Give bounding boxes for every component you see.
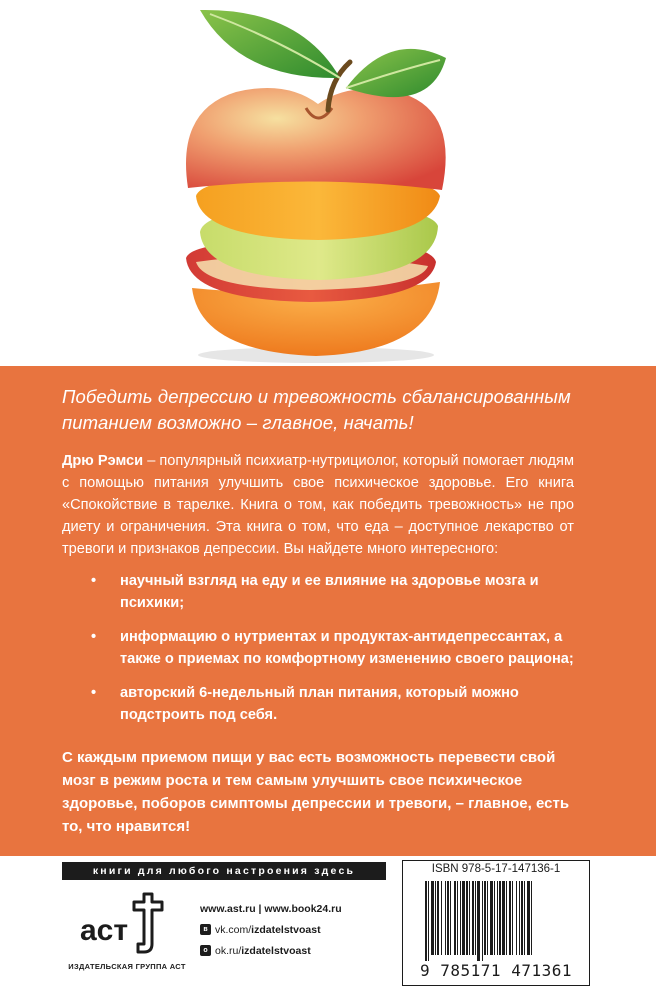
websites-row <box>200 898 342 919</box>
barcode-bar <box>509 881 511 955</box>
site-link-book24[interactable]: www.book24.ru <box>264 902 342 915</box>
barcode-bar <box>482 881 483 961</box>
links-separator: | <box>258 902 262 915</box>
barcode-bar <box>519 881 520 955</box>
barcode-bar <box>466 881 468 955</box>
barcode-bar <box>437 881 439 955</box>
barcode-bar <box>435 881 436 955</box>
list-item-text: информацию о нутриентах и продуктах-антидепрессантах, а также о приемах по комфортному изменению своего рациона; <box>120 629 574 667</box>
list-item-text: научный взгляд на еду и ее влияние на здоровье мозга и психики; <box>120 573 539 611</box>
site-link-ast[interactable]: www.ast.ru <box>200 902 256 915</box>
ast-logo <box>78 892 168 956</box>
publisher-name: ИЗДАТЕЛЬСКАЯ ГРУППА АСТ <box>68 962 186 971</box>
bullet-marker: • <box>91 629 97 645</box>
barcode-bar <box>447 881 449 955</box>
barcode-bar <box>450 881 451 955</box>
description-panel <box>0 366 656 856</box>
barcode-bar <box>527 881 530 955</box>
ok-icon: о <box>200 945 211 956</box>
bullet-marker: • <box>91 685 97 701</box>
isbn-barcode <box>402 860 590 986</box>
barcode-bar <box>460 881 461 955</box>
barcode-bar <box>475 881 476 955</box>
list-item <box>62 682 574 726</box>
tagline-line1: Победить депрессию и тревожность сбалансированным <box>62 386 571 407</box>
ok-prefix: ok.ru/ <box>215 944 242 957</box>
barcode-bar <box>524 881 525 955</box>
barcode-bar <box>457 881 458 955</box>
barcode-bar <box>494 881 495 955</box>
barcode-icon <box>425 881 569 961</box>
tagline-line2: питанием возможно – главное, начать! <box>62 412 414 433</box>
barcode-bar <box>512 881 513 955</box>
vk-prefix: vk.com/ <box>215 923 252 936</box>
vk-handle: izdatelstvoast <box>251 923 321 936</box>
ok-handle: izdatelstvoast <box>241 944 311 957</box>
barcode-bar <box>469 881 470 955</box>
closing-paragraph: С каждым приемом пищи у вас есть возможность перевести свой мозг в режим роста и тем самым улучшить свое психическое здоровье, поборов симптомы депрессии и тревоги, – главное, есть то, что нравится! <box>62 749 570 835</box>
barcode-bar <box>521 881 523 955</box>
barcode-bar <box>472 881 474 955</box>
barcode-bar <box>490 881 493 955</box>
isbn-text: ISBN 978-5-17-147136-1 <box>431 863 561 875</box>
sliced-apple-orange-illustration <box>0 0 656 366</box>
barcode-bar <box>531 881 532 955</box>
barcode-bar <box>454 881 456 955</box>
barcode-bar <box>431 881 434 955</box>
barcode-bar <box>428 881 429 961</box>
barcode-bar <box>484 881 486 955</box>
vk-row[interactable] <box>200 919 342 940</box>
list-item <box>62 626 574 670</box>
feature-list <box>62 570 574 726</box>
barcode-bar <box>502 881 505 955</box>
bullet-marker: • <box>91 573 97 589</box>
back-cover-footer <box>0 856 656 1000</box>
author-name: Дрю Рэмси <box>62 453 144 469</box>
hero-illustration <box>0 0 656 366</box>
intro-paragraph <box>62 450 574 560</box>
barcode-bar <box>462 881 465 955</box>
barcode-bar <box>487 881 488 955</box>
list-item-text: авторский 6-недельный план питания, который можно подстроить под себя. <box>120 685 519 723</box>
ok-row[interactable] <box>200 940 342 961</box>
tagline <box>62 384 574 436</box>
vk-icon: в <box>200 924 211 935</box>
barcode-bar <box>425 881 427 961</box>
publisher-links <box>200 898 342 961</box>
barcode-bar <box>445 881 446 955</box>
barcode-number: 9 785171 471361 <box>420 961 572 980</box>
barcode-bar <box>477 881 480 961</box>
list-item <box>62 570 574 614</box>
series-label: книги для любого настроения здесь <box>62 862 386 880</box>
barcode-bar <box>497 881 498 955</box>
intro-text: – популярный психиатр-нутрициолог, который помогает людям с помощью питания улучшить свое психическое здоровье. Его книга «Спокойствие в тарелке. Книга о том, как победить тревожность» не про диету и ограничения. Эта книга о том, что еда – доступное лекарство от тревоги и признаков депрессии. Вы найдете много интересного: <box>62 453 574 557</box>
barcode-bar <box>516 881 517 955</box>
barcode-bar <box>441 881 442 955</box>
barcode-bar <box>499 881 501 955</box>
barcode-bar <box>506 881 507 955</box>
logo-text: аст <box>80 914 129 947</box>
